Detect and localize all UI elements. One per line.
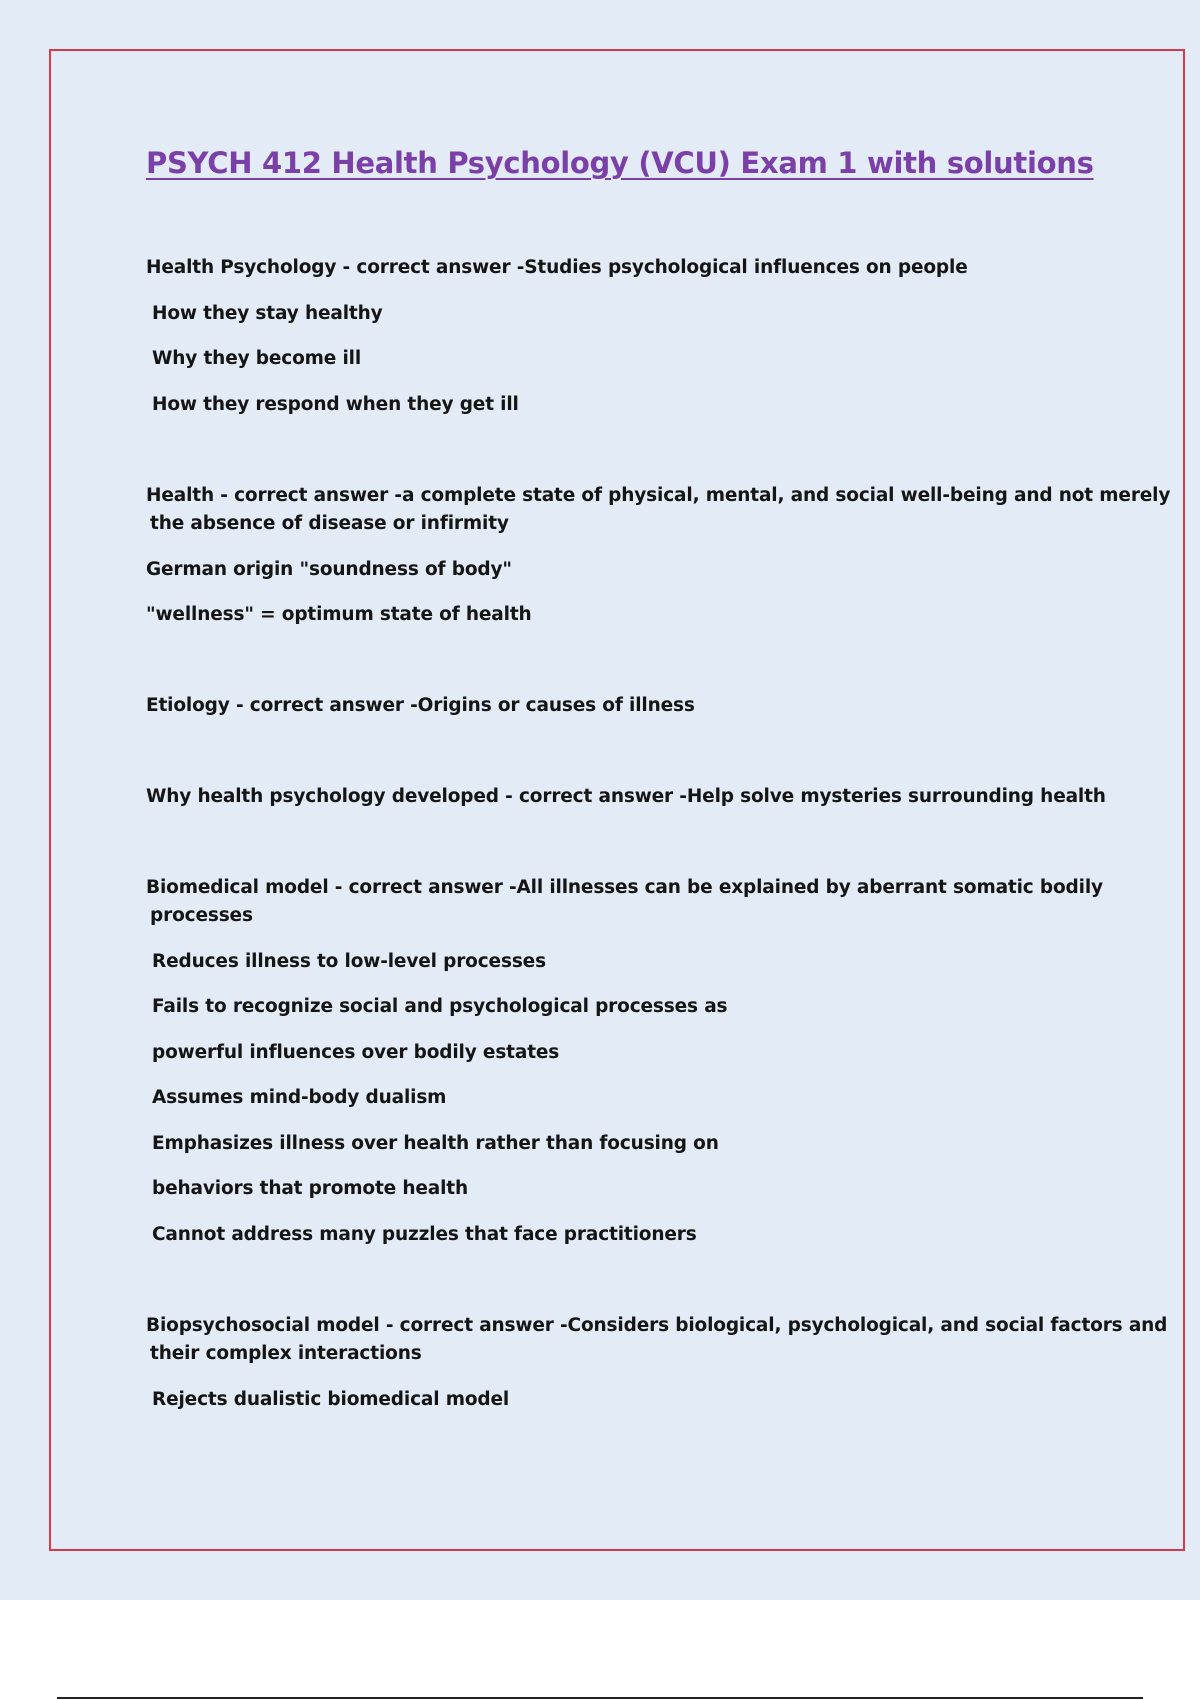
entry-biomedical-model-definition-continued: processes bbox=[150, 905, 253, 926]
document-title: PSYCH 412 Health Psychology (VCU) Exam 1 with solutions bbox=[146, 146, 1094, 180]
entry-biopsychosocial-model-definition-continued: their complex interactions bbox=[150, 1343, 422, 1364]
entry-health-definition: Health - correct answer -a complete state of physical, mental, and social well-being and not merely bbox=[146, 485, 1171, 506]
entry-biomedical-model-detail: Assumes mind-body dualism bbox=[152, 1087, 447, 1108]
entry-biomedical-model-detail: Emphasizes illness over health rather than focusing on bbox=[152, 1133, 719, 1154]
entry-etiology-definition: Etiology - correct answer -Origins or causes of illness bbox=[146, 695, 695, 716]
entry-biomedical-model-definition: Biomedical model - correct answer -All illnesses can be explained by aberrant somatic bodily bbox=[146, 877, 1103, 898]
entry-health-detail: German origin "soundness of body" bbox=[146, 559, 512, 580]
entry-biomedical-model-detail: Reduces illness to low-level processes bbox=[152, 951, 546, 972]
entry-health-psychology-definition: Health Psychology - correct answer -Studies psychological influences on people bbox=[146, 257, 968, 278]
entry-health-psychology-detail: How they stay healthy bbox=[152, 303, 383, 324]
entry-health-detail: "wellness" = optimum state of health bbox=[146, 604, 532, 625]
entry-why-developed-definition: Why health psychology developed - correct answer -Help solve mysteries surrounding health bbox=[146, 786, 1106, 807]
entry-health-definition-continued: the absence of disease or infirmity bbox=[150, 513, 509, 534]
entry-biopsychosocial-model-definition: Biopsychosocial model - correct answer -Considers biological, psychological, and social factors and bbox=[146, 1315, 1168, 1336]
entry-health-psychology-detail: How they respond when they get ill bbox=[152, 394, 519, 415]
entry-biomedical-model-detail: behaviors that promote health bbox=[152, 1178, 469, 1199]
footer-divider bbox=[57, 1697, 1143, 1699]
entry-health-psychology-detail: Why they become ill bbox=[152, 348, 362, 369]
entry-biopsychosocial-model-detail: Rejects dualistic biomedical model bbox=[152, 1389, 510, 1410]
entry-biomedical-model-detail: Cannot address many puzzles that face practitioners bbox=[152, 1224, 697, 1245]
entry-biomedical-model-detail: Fails to recognize social and psychological processes as bbox=[152, 996, 728, 1017]
entry-biomedical-model-detail: powerful influences over bodily estates bbox=[152, 1042, 560, 1063]
